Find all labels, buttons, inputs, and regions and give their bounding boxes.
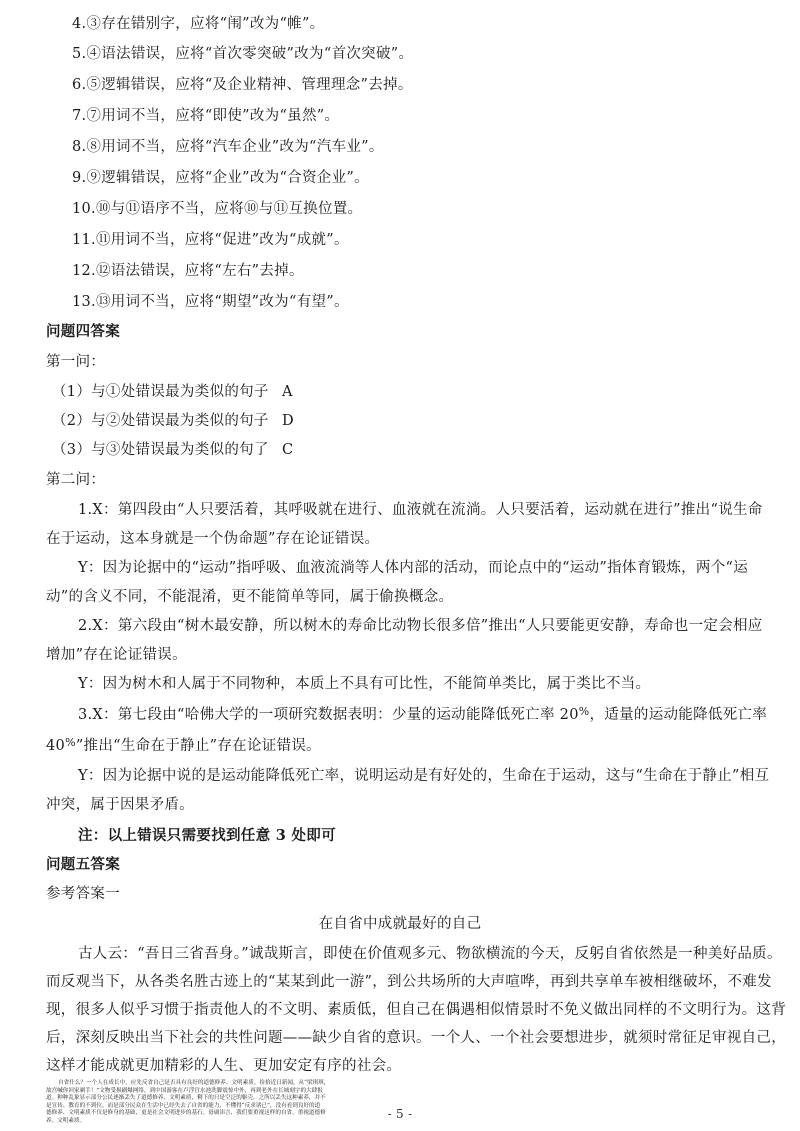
essay-line: 故宫喊你回家剃手！”文物受损刷爆网络，到中国游客在卢浮宫水池洗脚震惊中外，再到老外在长城刻字的大肆报 bbox=[46, 1087, 323, 1094]
q4-item-x-text: 3.X：第七段由“哈佛大学的一项研究数据表明：少量的运动能降低死亡率 20 bbox=[78, 707, 579, 723]
correction-item: 4.③存在错别字，应将“闱”改为“帷”。 bbox=[72, 16, 325, 32]
q4-answer-text: （3）与③处错误最为类似的句了 bbox=[52, 442, 269, 458]
correction-item: 8.⑧用词不当，应将“汽车企业”改为“汽车业”。 bbox=[72, 139, 384, 155]
q4-answer-text: （1）与①处错误最为类似的句子 bbox=[52, 384, 269, 400]
q4-item-y: Y：因为论据中的“运动”指呼吸、血液流淌等人体内部的活动，而论点中的“运动”指体育锻炼，两个“运 bbox=[78, 560, 749, 576]
percent-sign: % bbox=[578, 705, 590, 718]
q4-item-y: Y：因为树木和人属于不同物种，本质上不具有可比性，不能简单类比，属于类比不当。 bbox=[78, 676, 651, 692]
q4-item-x bbox=[78, 705, 767, 726]
q4-item-x-text: ”推出“生命在于静止”存在论证错误。 bbox=[75, 738, 321, 754]
essay-line: 自省什么？一个人在成长中，应先反省自己是否具有良好的道德修养、文明素质。捡拾近日新闻，从“梁琪琪， bbox=[58, 1080, 330, 1086]
essay-line: 后，深刻反映出当下社会的共性问题——缺少自省的意识。一个人、一个社会要想进步，就须时常征足审视自己， bbox=[46, 1030, 786, 1046]
correction-item: 5.④语法错误，应将“首次零突破”改为“首次突破”。 bbox=[72, 46, 414, 62]
q4-item-x: 在于运动，这本身就是一个伪命题”存在论证错误。 bbox=[46, 531, 380, 547]
essay-line: 德修养、文明素质不仅是修身的基础，更是社会文明进步的基石。毋庸讳言，我们要重视这样的自省，重视道德修 bbox=[46, 1110, 326, 1117]
essay-line: 道。种种乱象显示部分公民逐渐丢失了道德修养、文明素质，剩下的只是空泛的躯壳。之所以丢失这种素养，并不 bbox=[46, 1095, 326, 1102]
essay-line: 古人云：“吾日三省吾身。”诚哉斯言，即使在价值观多元、物欲横流的今天，反躬自省依然是一种美好品质。 bbox=[78, 946, 782, 962]
q4-item-x bbox=[46, 736, 321, 757]
q4-item-x: 1.X：第四段由“人只要活着，其呼吸就在进行、血液就在流淌。人只要活着，运动就在进行”推出“说生命 bbox=[78, 502, 763, 518]
percent-sign: % bbox=[65, 736, 76, 749]
correction-item: 12.⑫语法错误，应将“左右”去掉。 bbox=[72, 263, 304, 279]
q4-part1-label: 第一问： bbox=[46, 354, 106, 370]
q4-item-y: Y：因为论据中说的是运动能降低死亡率，说明运动是有好处的，生命在于运动，这与“生命在于静止”相互 bbox=[78, 768, 770, 784]
essay-line: 而反观当下，从各类名胜古迹上的“某某到此一游”，到公共场所的大声喧哗，再到共享单车被相继破坏，不难发 bbox=[46, 974, 772, 990]
q4-item-x-text: ，适量的运动能降低死亡率 bbox=[589, 707, 768, 723]
q4-answer-choice: C bbox=[282, 442, 294, 458]
q5-heading: 问题五答案 bbox=[46, 856, 120, 873]
q5-ref-label: 参考答案一 bbox=[46, 886, 120, 902]
q4-heading: 问题四答案 bbox=[46, 323, 120, 340]
q4-part2-label: 第二问： bbox=[46, 472, 106, 488]
correction-item: 9.⑨逻辑错误，应将“企业”改为“合资企业”。 bbox=[72, 170, 369, 186]
essay-title: 在自省中成就最好的自己 bbox=[318, 916, 482, 932]
q4-item-y: 冲突，属于因果矛盾。 bbox=[46, 797, 194, 813]
correction-item: 11.⑪用词不当，应将“促进”改为“成就”。 bbox=[72, 232, 349, 248]
q4-answer-text: （2）与②处错误最为类似的句子 bbox=[52, 413, 269, 429]
page-number: - 5 - bbox=[387, 1107, 413, 1121]
q4-note: 注：以上错误只需要找到任意 3 处即可 bbox=[78, 827, 336, 844]
essay-line: 是宣传、教育的不到位，而是部分民众在生活中已经失去了自省的能力，不懂得“反求诸已”，没有看到良好的道 bbox=[46, 1102, 321, 1109]
correction-item: 13.⑬用词不当，应将“期望”改为“有望”。 bbox=[72, 294, 349, 310]
essay-line: 现，很多人似乎习惯于指责他人的不文明、素质低，但自己在偶遇相似情景时不免义做出同样的不文明行为。这背 bbox=[46, 1002, 786, 1018]
q4-item-x: 增加”存在论证错误。 bbox=[46, 647, 187, 663]
q4-answer-choice: D bbox=[282, 413, 294, 429]
correction-item: 10.⑩与⑪语序不当，应将⑩与⑪互换位置。 bbox=[72, 201, 363, 217]
q4-answer-choice: A bbox=[282, 384, 293, 400]
q4-item-x-text: 40 bbox=[46, 738, 66, 754]
q4-item-y: 动”的含义不同，不能混淆，更不能简单等同，属于偷换概念。 bbox=[46, 589, 454, 605]
q4-item-x: 2.X：第六段由“树木最安静，所以树木的寿命比动物长很多倍”推出“人只要能更安静，寿命也一定会相应 bbox=[78, 618, 763, 634]
correction-item: 7.⑦用词不当，应将“即使”改为“虽然”。 bbox=[72, 108, 340, 124]
correction-item: 6.⑤逻辑错误，应将“及企业精神、管理理念”去掉。 bbox=[72, 77, 413, 93]
essay-line: 这样才能成就更加精彩的人生、更加安定有序的社会。 bbox=[46, 1058, 402, 1074]
essay-paragraph-2 bbox=[46, 1080, 754, 1126]
essay-line: 养、文明素质。 bbox=[46, 1117, 86, 1124]
